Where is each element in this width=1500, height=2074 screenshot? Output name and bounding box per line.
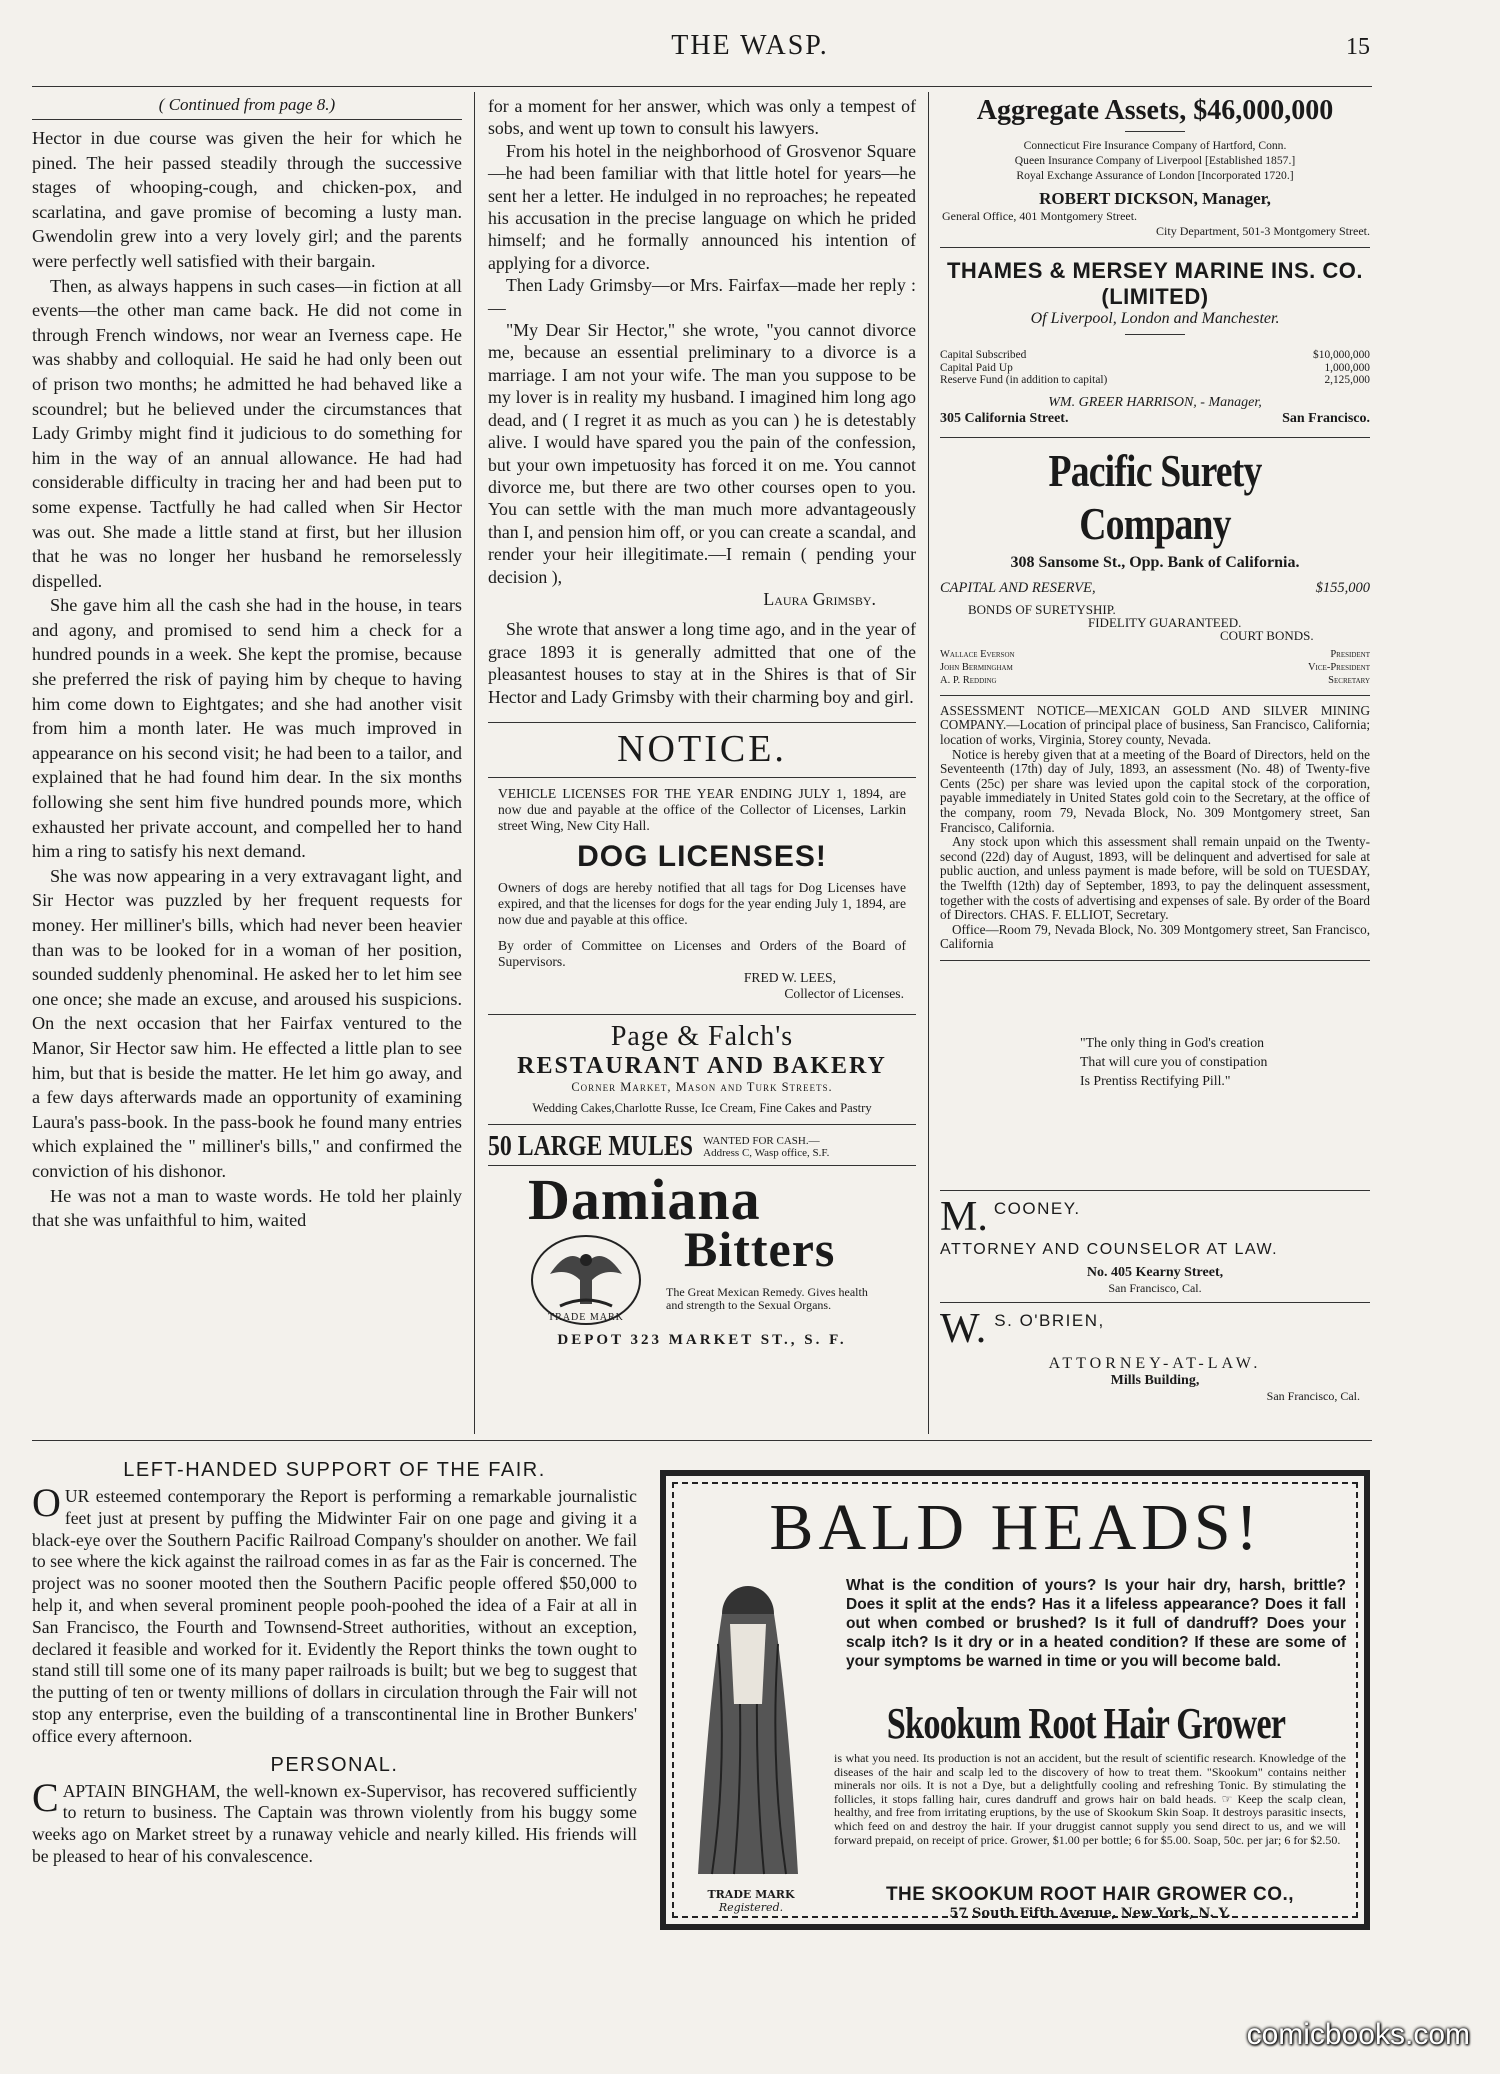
paragraph: Then, as always happens in such cases—in fiction at all events—the other man came back. He did not come in through French windows, nor wear an Iverness cape. He was shabby and colloquial. He said he had only been out of prison two months; he admitted he had behaved like a scoundrel; but he believed under the circumstances that Lady Grimby might find it judicious to do something for him in the way of an annual allowance. He had had considerable difficulty in tracing her and had been put to some expense. Tactfully he had called when Sir Hector was out. She made a little stand at first, but her illusion that he was no longer her husband he remorselessly dispelled. [32, 275, 462, 591]
skookum-company: THE SKOOKUM ROOT HAIR GROWER CO., [885, 1884, 1295, 1905]
officer-row: Wallace Everson President [940, 648, 1370, 660]
thames-subtitle: Of Liverpool, London and Manchester. [1030, 310, 1280, 327]
editorial-section [32, 1455, 637, 1868]
mules-address: Address C, Wasp office, S.F. [703, 1146, 830, 1159]
continued-note: ( Continued from page 8.) [158, 95, 336, 114]
paragraph: She gave him all the cash she had in the house, in tears and agony, and promised to send him a check for a hundred pounds in a week. She kept the promise, because she preferred the risk of paying him by cheque to having him come down to Eightgates; and she had another visit from him a month later. He was much improved in appearance on his second visit; he had been to a tailor, and explained that he had found him dear. In the six months following she sent him five hundred pounds more, which exhausted her private account, and compelled her to hand him a ring to satisfy his next demand. [32, 595, 462, 862]
story-column-2 [488, 95, 916, 1356]
fair-article-text: OUR esteemed contemporary the Report is performing a remarkable journalistic feet just at present by puffing the Midwinter Fair on one page and giving it a black-eye over the Southern Pacific Railroad Company's shoulder on another. We fail to see where the kick against the railroad comes in as far as the Fair is concerned. The project was no sooner mooted then the Southern Pacific people offered $50,000 to help it, and when several prominent people pooh-poohed the idea of a Fair at all in San Francisco, the Fourth and Townsend-Street authorities, without an exception, declared it feasible and worked for it. Evidently the Report thinks the town ought to stand still till some one of its many paper railroads is built; but we beg to suggest that the putting of ten or twenty millions of dollars in circulation through the Fair will not stop any enterprise, even the building of a transcontinental line in Brother Bunkers' office every afternoon. [32, 1480, 637, 1746]
page-number: 15 [1346, 34, 1370, 60]
obrien-title: ATTORNEY-AT-LAW. [1048, 1354, 1262, 1372]
order-text: By order of Committee on Licenses and Orders of the Board of Supervisors. [498, 937, 906, 969]
paragraph: From his hotel in the neighborhood of Grosvenor Square—he had been familiar with that little hotel for years—he sent her a letter. He indulged in no reproaches; he repeated his accusation in the precise language on which he prided himself; and he formally announced his intention of applying for a divorce. [488, 140, 916, 273]
assessment-paragraph: Any stock upon which this assessment shall remain unpaid on the Twenty-second (22d) day of August, 1893, will be delinquent and advertised for sale at public auction, and unless payment is made before, will be sold on TUESDAY, the Twelfth (12th) day of September, 1893, to pay the delinquent assessment, together with the costs of advertising and expenses of sale. By order of the Board of Directors. CHAS. F. ELLIOT, Secretary. [940, 834, 1370, 923]
pacific-fidelity: FIDELITY GUARANTEED. [1088, 614, 1242, 630]
drop-cap: O [32, 1480, 61, 1525]
aggregate-office: General Office, 401 Montgomery Street. [942, 209, 1138, 223]
pacific-court: COURT BONDS. [1220, 627, 1314, 643]
pacific-capital-label: CAPITAL AND RESERVE, [940, 579, 1096, 596]
mid-rule [32, 1440, 1372, 1441]
dog-licenses-text: Owners of dogs are hereby notified that all tags for Dog Licenses have expired, and that the licenses for dogs for the year ending July 1, 1894, are now due and payable at this office. [498, 879, 906, 927]
running-head-title: THE WASP. [671, 30, 829, 61]
skookum-product-name: Skookum Root Hair Grower [886, 1699, 1286, 1748]
obrien-city: San Francisco, Cal. [1266, 1388, 1360, 1403]
obrien-name: S. O'BRIEN, [994, 1310, 1105, 1330]
page-falch-name: Page & Falch's [610, 1020, 794, 1052]
cooney-city: San Francisco, Cal. [1108, 1280, 1202, 1295]
assessment-heading: ASSESSMENT NOTICE—MEXICAN GOLD AND SILVER MINING COMPANY.—Location of principal place of business, San Francisco, California; location of works, Virginia, Storey county, Nevada. [940, 702, 1370, 747]
paragraph: for a moment for her answer, which was only a tempest of sobs, and went up town to consult his lawyers. [488, 96, 916, 139]
story-column-1 [32, 95, 462, 1233]
pacific-bonds: BONDS OF SURETYSHIP. [968, 601, 1116, 617]
damiana-trademark: TRADE MARK [548, 1311, 624, 1323]
damiana-ad [488, 1166, 916, 1356]
restaurant-items: Wedding Cakes,Charlotte Russe, Ice Cream, Fine Cakes and Pastry [532, 1100, 872, 1115]
aggregate-city: City Department, 501-3 Montgomery Street. [1156, 224, 1370, 238]
paragraph: Then Lady Grimsby—or Mrs. Fairfax—made her reply :— [488, 275, 916, 318]
vehicle-licenses-notice: VEHICLE LICENSES FOR THE YEAR ENDING JULY 1, 1894, are now due and payable at the office of the Collector of Licenses, Larkin street Wing, New City Hall. [498, 785, 906, 833]
cooney-card [940, 1193, 1370, 1241]
paragraph: "My Dear Sir Hector," she wrote, "you cannot divorce me, because an essential preliminary to a divorce is a marriage. I am not your wife. The man you suppose to be my lover is in reality my husband. I imagined him long ago dead, and ( I regret it as much as you can ) he is detestably alive. I would have spared you the pain of the confession, but your own impetuosity has forced it on me. You cannot divorce me, but there are two other courses open to you. You can settle with the man much more advantageously than I, and pension him off, or you can create a scandal, and render your heir illegitimate.—I remain ( pending your decision ), [488, 320, 916, 587]
officer-row: John Bermingham Vice-President [940, 661, 1370, 673]
damiana-title: Damiana [528, 1166, 761, 1232]
pacific-officers [940, 648, 1370, 687]
fair-article-heading: LEFT-HANDED SUPPORT OF THE FAIR. [123, 1459, 546, 1481]
skookum-description: is what you need. Its production is not an accident, but the result of scientific research. Knowledge of the diseases of the hair and scalp led to the discovery of how to treat them. "Skookum" contains neither minerals nor oils. It is not a Dye, but a delightfully cooling and refreshing Tonic. By stimulating the follicles, it stops falling hair, cures dandruff and grows hair on bald heads. ☞ Keep the scalp clean, healthy, and free from irritating eruptions, by the use of Skookum Skin Soap. It destroys parasitic insects, which feed on and destroy the hair. If your druggist cannot supply you send direct to us, and we will forward prepaid, on receipt of price. Grower, $1.00 per bottle; 6 for $5.00. Soap, 50c. per jar; 6 for $2.50. [834, 1751, 1346, 1847]
pacific-capital-value: $155,000 [1315, 579, 1370, 596]
insurer-line: Queen Insurance Company of Liverpool [Established 1857.] [1014, 154, 1296, 167]
officer-row: A. P. Redding Secretary [940, 674, 1370, 686]
long-hair-woman-icon [688, 1584, 808, 1884]
assessment-paragraph: Notice is hereby given that at a meeting of the Board of Directors, held on the Seventeenth (17th) day of July, 1893, an assessment (No. 48) of Twenty-five Cents (25c) per share was levied upon the capital stock of the corporation, payable immediately in United States gold coin to the Secretary, at the office of the company, room 79, Nevada Block, No. 309 Montgomery street, San Francisco, California. [940, 746, 1370, 835]
drop-cap: C [32, 1774, 59, 1820]
site-watermark: comicbooks.com [1246, 2018, 1470, 2051]
bald-questions: What is the condition of yours? Is your hair dry, harsh, brittle? Does it split at the ends? Has it a lifeless appearance? Does it fall out when combed or brushed? Is it full of dandruff? Does your scalp itch? Is it dry or in a heated condition? If these are some of your symptoms be warned in time or you will become bald. [846, 1577, 1346, 1670]
capital-row: Reserve Fund (in addition to capital) 2,125,000 [940, 374, 1370, 387]
story-text-continued [488, 95, 916, 708]
damiana-description: The Great Mexican Remedy. Gives health and strength to the Sexual Organs. [666, 1284, 868, 1312]
signer-name: FRED W. LEES, [743, 969, 836, 985]
assessment-notice [940, 704, 1370, 952]
mules-headline: 50 LARGE MULES [488, 1130, 693, 1162]
notice-heading: NOTICE. [617, 727, 787, 770]
mules-ad [488, 1129, 916, 1165]
cooney-title: ATTORNEY AND COUNSELOR AT LAW. [940, 1240, 1279, 1258]
bitters-title: Bitters [684, 1220, 836, 1277]
pacific-surety-title: Pacific Surety Company [1048, 444, 1262, 549]
restaurant-title: RESTAURANT AND BAKERY [517, 1052, 887, 1079]
letter-signature: Laura Grimsby. [763, 588, 876, 609]
paragraph: She wrote that answer a long time ago, and in the year of grace 1893 it is generally admitted that one of the pleasantest houses to stay at in the Shires is that of Sir Hector and Lady Grimsby with their charming boy and girl. [488, 619, 916, 707]
obrien-initial: W. [940, 1305, 987, 1352]
column-rule-2 [928, 92, 929, 1434]
obrien-card [940, 1305, 1370, 1353]
pacific-address: 308 Sansome St., Opp. Bank of California. [1010, 553, 1300, 571]
capital-row: Capital Subscribed $10,000,000 [940, 349, 1370, 361]
mules-wanted: WANTED FOR CASH.— [703, 1134, 820, 1147]
thames-city: San Francisco. [1282, 410, 1370, 426]
personal-text: CAPTAIN BINGHAM, the well-known ex-Supervisor, has recovered sufficiently to return to business. The Captain was thrown violently from his buggy some weeks ago on Market street by a runaway vehicle and nearly killed. His friends will be pleased to hear of his convalescence. [32, 1774, 637, 1866]
paragraph: She was now appearing in a very extravagant light, and Sir Hector was puzzled by her frequent requests for money. Her milliner's bills, which had never been heavier than was to be looked for in a woman of her position, sounded suddenly phenominal. He asked her to let him see one once; she made an excuse, and aroused his suspicions. On the next occasion that her Fairfax ventured to the Manor, Sir Hector saw him. He effected a little plan to see him, but that is beside the matter. He let him go away, and a few days afterwards made an opportunity of examining Laura's pass-book. In the pass-book he found many entries which explained the " milliner's bills," and confirmed the conviction of his dishonor. [32, 865, 462, 1181]
insurer-line: Royal Exchange Assurance of London [Incorporated 1720.] [1016, 169, 1294, 182]
paragraph: He was not a man to waste words. He told her plainly that she was unfaithful to him, waited [32, 1185, 462, 1231]
thames-address: 305 California Street. [940, 410, 1069, 426]
cooney-address: No. 405 Kearny Street, [1086, 1264, 1224, 1280]
capital-row: Capital Paid Up 1,000,000 [940, 361, 1370, 374]
bald-heads-ad [660, 1470, 1370, 1930]
assessment-paragraph: Office—Room 79, Nevada Block, No. 309 Montgomery street, San Francisco, California [940, 921, 1370, 952]
thames-manager: WM. GREER HARRISON, - Manager, [1048, 394, 1262, 410]
pill-quote: "The only thing in God's creation That will cure you of constipation Is Prentiss Rectifying Pill." [1080, 1034, 1268, 1088]
paragraph: Hector in due course was given the heir for which he pined. The heir passed steadily through the successive stages of whooping-cough, and chicken-pox, and scarlatina, and gave promise of becoming a lusty man. Gwendolin grew into a very lovely girl; and the parents were perfectly well satisfied with their bargain. [32, 128, 462, 271]
top-rule [32, 86, 1372, 87]
skookum-address: 57 South Fifth Avenue, New York, N. Y. [949, 1906, 1231, 1921]
insurer-line: Connecticut Fire Insurance Company of Hartford, Conn. [1023, 139, 1287, 152]
advertising-column [940, 95, 1370, 1404]
thames-capital-table [940, 349, 1370, 387]
column-rule-1 [474, 92, 475, 1434]
bald-heads-title: BALD HEADS! [769, 1491, 1263, 1564]
cooney-name: COONEY. [993, 1198, 1081, 1218]
restaurant-address: Corner Market, Mason and Turk Streets. [571, 1079, 833, 1094]
aggregate-assets-title: Aggregate Assets, $46,000,000 [976, 95, 1334, 126]
signer-title: Collector of Licenses. [784, 985, 904, 1001]
story-text [32, 126, 462, 1233]
damiana-depot: DEPOT 323 MARKET ST., S. F. [557, 1331, 847, 1348]
thames-mersey-title: THAMES & MERSEY MARINE INS. CO. (LIMITED) [946, 258, 1364, 309]
bald-trademark: TRADE MARK [707, 1888, 795, 1901]
cooney-initial: M. [940, 1193, 988, 1240]
aggregate-manager: ROBERT DICKSON, Manager, [1039, 189, 1271, 208]
bald-registered: Registered. [718, 1901, 784, 1914]
personal-heading: PERSONAL. [270, 1753, 399, 1776]
obrien-address: Mills Building, [1110, 1372, 1200, 1388]
dog-licenses-heading: DOG LICENSES! [577, 839, 827, 873]
